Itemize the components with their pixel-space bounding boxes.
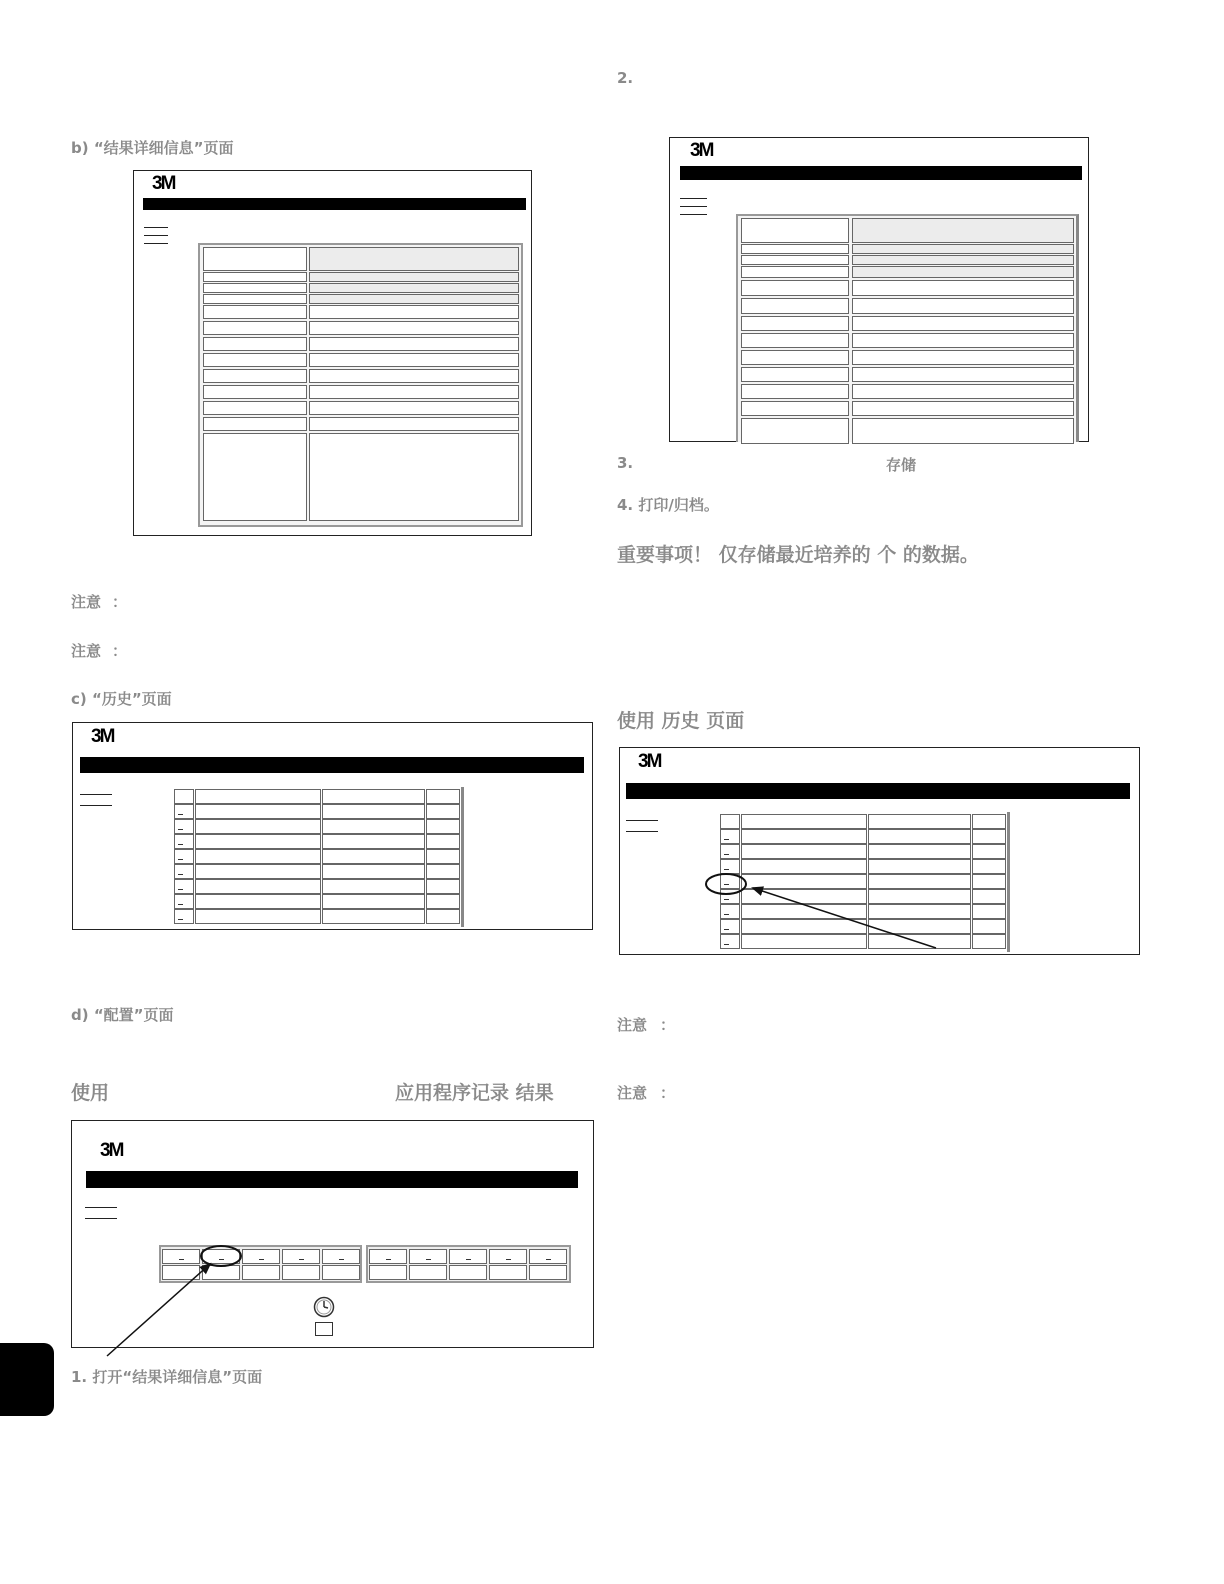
scroll-edge bbox=[461, 787, 464, 927]
table-cell bbox=[852, 218, 1074, 243]
table-cell bbox=[195, 879, 321, 894]
use-heading-left: 使用 bbox=[71, 1082, 110, 1104]
table-cell bbox=[741, 333, 849, 348]
row-marker bbox=[178, 919, 183, 920]
step-1: 1. 打开“结果详细信息”页面 bbox=[71, 1368, 263, 1386]
incubator-slots-table-2 bbox=[366, 1245, 571, 1283]
menu-line bbox=[626, 820, 658, 821]
slot-marker bbox=[426, 1259, 431, 1260]
history-screenshot bbox=[72, 722, 593, 930]
table-cell bbox=[972, 874, 1006, 889]
table-cell bbox=[203, 294, 307, 304]
slot-marker bbox=[259, 1259, 264, 1260]
table-cell bbox=[309, 294, 519, 304]
table-cell bbox=[449, 1249, 487, 1264]
table-cell bbox=[868, 844, 971, 859]
header-bar bbox=[86, 1171, 578, 1188]
table-cell bbox=[489, 1265, 527, 1280]
note-2-label: 注意 bbox=[71, 642, 102, 660]
table-cell bbox=[322, 834, 425, 849]
table-cell bbox=[174, 804, 194, 819]
table-cell bbox=[195, 819, 321, 834]
slot-marker bbox=[546, 1259, 551, 1260]
table-cell bbox=[852, 367, 1074, 382]
table-cell bbox=[529, 1249, 567, 1264]
table-cell bbox=[309, 247, 519, 271]
header-bar bbox=[143, 198, 526, 210]
table-cell bbox=[426, 879, 460, 894]
row-marker bbox=[724, 914, 729, 915]
table-cell bbox=[309, 401, 519, 415]
note-3-label: 注意 bbox=[617, 1016, 648, 1034]
important-note: 重要事项！ 仅存储最近培养的 个 的数据。 bbox=[617, 544, 979, 566]
header-bar bbox=[80, 757, 584, 773]
use-history-heading: 使用 历史 页面 bbox=[617, 710, 745, 732]
slot-marker bbox=[299, 1259, 304, 1260]
table-cell bbox=[852, 418, 1074, 444]
menu-line bbox=[85, 1207, 117, 1208]
table-cell bbox=[309, 385, 519, 399]
table-cell bbox=[409, 1249, 447, 1264]
table-cell bbox=[741, 859, 867, 874]
table-cell bbox=[174, 834, 194, 849]
table-cell bbox=[426, 894, 460, 909]
table-cell bbox=[195, 804, 321, 819]
row-marker bbox=[724, 869, 729, 870]
table-cell bbox=[741, 829, 867, 844]
note-4-colon: ： bbox=[660, 1084, 676, 1102]
slot-marker bbox=[466, 1259, 471, 1260]
table-cell bbox=[426, 864, 460, 879]
table-cell bbox=[322, 789, 425, 804]
slot-marker bbox=[179, 1259, 184, 1260]
table-cell bbox=[369, 1249, 407, 1264]
chapter-tab bbox=[0, 1343, 54, 1416]
table-cell bbox=[741, 280, 849, 296]
table-cell bbox=[426, 909, 460, 924]
table-cell bbox=[309, 337, 519, 351]
table-cell bbox=[852, 244, 1074, 254]
step-2: 2. bbox=[617, 69, 634, 87]
table-cell bbox=[203, 369, 307, 383]
row-marker bbox=[178, 874, 183, 875]
menu-line bbox=[144, 243, 168, 244]
table-cell bbox=[174, 909, 194, 924]
result-details-screenshot bbox=[133, 170, 532, 536]
table-cell bbox=[489, 1249, 527, 1264]
table-cell bbox=[741, 384, 849, 399]
table-cell bbox=[409, 1265, 447, 1280]
note-3-colon: ： bbox=[660, 1016, 676, 1034]
table-cell bbox=[203, 321, 307, 335]
table-cell bbox=[309, 433, 519, 521]
brand-logo: 3M bbox=[152, 173, 175, 194]
table-cell bbox=[852, 401, 1074, 416]
home-screenshot bbox=[71, 1120, 594, 1348]
slot-marker bbox=[219, 1259, 224, 1260]
clock-icon bbox=[312, 1295, 336, 1319]
menu-line bbox=[144, 235, 168, 236]
table-cell bbox=[174, 849, 194, 864]
table-cell bbox=[322, 1249, 360, 1264]
table-cell bbox=[868, 829, 971, 844]
table-cell bbox=[741, 298, 849, 314]
menu-line bbox=[144, 227, 168, 228]
table-cell bbox=[852, 266, 1074, 278]
row-marker bbox=[724, 944, 729, 945]
table-cell bbox=[868, 874, 971, 889]
row-marker bbox=[178, 829, 183, 830]
table-cell bbox=[972, 919, 1006, 934]
menu-line bbox=[85, 1218, 117, 1219]
table-cell bbox=[741, 350, 849, 365]
menu-line bbox=[80, 805, 112, 806]
table-cell bbox=[242, 1249, 280, 1264]
table-cell bbox=[195, 849, 321, 864]
table-cell bbox=[322, 849, 425, 864]
table-cell bbox=[203, 272, 307, 282]
slot-marker bbox=[339, 1259, 344, 1260]
table-cell bbox=[203, 337, 307, 351]
table-cell bbox=[309, 369, 519, 383]
table-cell bbox=[203, 385, 307, 399]
table-cell bbox=[741, 255, 849, 265]
row-marker bbox=[724, 899, 729, 900]
table-cell bbox=[174, 864, 194, 879]
table-cell bbox=[242, 1265, 280, 1280]
table-cell bbox=[868, 814, 971, 829]
table-cell bbox=[282, 1265, 320, 1280]
table-cell bbox=[741, 401, 849, 416]
table-cell bbox=[162, 1249, 200, 1264]
step-4: 4. 打印/归档。 bbox=[617, 496, 719, 514]
table-cell bbox=[426, 819, 460, 834]
table-cell bbox=[852, 255, 1074, 265]
table-cell bbox=[162, 1265, 200, 1280]
table-cell bbox=[741, 934, 867, 949]
table-cell bbox=[741, 218, 849, 243]
table-cell bbox=[202, 1265, 240, 1280]
table-cell bbox=[868, 919, 971, 934]
table-cell bbox=[174, 789, 194, 804]
table-cell bbox=[195, 894, 321, 909]
table-cell bbox=[322, 909, 425, 924]
menu-line bbox=[680, 206, 707, 207]
table-cell bbox=[741, 316, 849, 331]
slot-marker bbox=[506, 1259, 511, 1260]
table-cell bbox=[868, 889, 971, 904]
note-4-label: 注意 bbox=[617, 1084, 648, 1102]
row-marker bbox=[178, 814, 183, 815]
table-cell bbox=[720, 874, 740, 889]
row-marker bbox=[178, 844, 183, 845]
table-cell bbox=[174, 894, 194, 909]
table-cell bbox=[720, 934, 740, 949]
history-screenshot-2 bbox=[619, 747, 1140, 955]
row-marker bbox=[724, 839, 729, 840]
step-3-store: 存储 bbox=[886, 456, 917, 474]
heading-config: d) “配置”页面 bbox=[71, 1006, 174, 1024]
table-cell bbox=[202, 1249, 240, 1264]
table-cell bbox=[741, 244, 849, 254]
table-cell bbox=[322, 894, 425, 909]
table-cell bbox=[741, 889, 867, 904]
brand-logo: 3M bbox=[690, 140, 713, 161]
table-cell bbox=[852, 350, 1074, 365]
table-cell bbox=[203, 305, 307, 319]
table-cell bbox=[741, 418, 849, 444]
row-marker bbox=[724, 929, 729, 930]
table-cell bbox=[741, 844, 867, 859]
result-details-table-2 bbox=[736, 214, 1079, 442]
table-cell bbox=[195, 864, 321, 879]
table-cell bbox=[203, 417, 307, 431]
table-cell bbox=[972, 829, 1006, 844]
menu-line bbox=[626, 831, 658, 832]
row-marker bbox=[178, 889, 183, 890]
table-cell bbox=[426, 789, 460, 804]
table-cell bbox=[868, 904, 971, 919]
table-cell bbox=[972, 814, 1006, 829]
table-cell bbox=[972, 889, 1006, 904]
table-cell bbox=[741, 919, 867, 934]
note-1-colon: ： bbox=[112, 593, 128, 611]
table-cell bbox=[309, 417, 519, 431]
table-cell bbox=[282, 1249, 320, 1264]
scroll-edge bbox=[1007, 812, 1010, 952]
table-cell bbox=[309, 283, 519, 293]
table-cell bbox=[972, 859, 1006, 874]
row-marker bbox=[724, 884, 729, 885]
table-cell bbox=[972, 934, 1006, 949]
table-cell bbox=[322, 804, 425, 819]
heading-history: c) “历史”页面 bbox=[71, 690, 172, 708]
heading-result-details: b) “结果详细信息”页面 bbox=[71, 139, 234, 157]
step-3-number: 3. bbox=[617, 454, 634, 472]
header-bar bbox=[680, 166, 1082, 180]
table-cell bbox=[720, 889, 740, 904]
table-cell bbox=[868, 934, 971, 949]
table-cell bbox=[203, 353, 307, 367]
brand-logo: 3M bbox=[638, 751, 661, 772]
table-cell bbox=[720, 919, 740, 934]
table-cell bbox=[720, 814, 740, 829]
table-cell bbox=[322, 819, 425, 834]
menu-line bbox=[80, 794, 112, 795]
table-cell bbox=[309, 353, 519, 367]
table-cell bbox=[426, 804, 460, 819]
table-cell bbox=[203, 283, 307, 293]
row-marker bbox=[178, 859, 183, 860]
history-table-2 bbox=[720, 814, 1012, 954]
table-cell bbox=[741, 367, 849, 382]
menu-line bbox=[680, 198, 707, 199]
history-table bbox=[174, 789, 465, 929]
table-cell bbox=[203, 401, 307, 415]
table-cell bbox=[852, 298, 1074, 314]
table-cell bbox=[852, 280, 1074, 296]
table-cell bbox=[426, 834, 460, 849]
table-cell bbox=[309, 305, 519, 319]
table-cell bbox=[322, 864, 425, 879]
table-cell bbox=[741, 874, 867, 889]
header-bar bbox=[626, 783, 1130, 799]
table-cell bbox=[529, 1265, 567, 1280]
table-cell bbox=[426, 849, 460, 864]
table-cell bbox=[972, 904, 1006, 919]
table-cell bbox=[309, 321, 519, 335]
row-marker bbox=[178, 904, 183, 905]
brand-logo: 3M bbox=[91, 726, 114, 747]
checkbox-icon bbox=[315, 1322, 333, 1336]
table-cell bbox=[720, 904, 740, 919]
note-1-label: 注意 bbox=[71, 593, 102, 611]
table-cell bbox=[741, 266, 849, 278]
table-cell bbox=[174, 819, 194, 834]
table-cell bbox=[741, 814, 867, 829]
result-details-screenshot-2 bbox=[669, 137, 1089, 442]
table-cell bbox=[174, 879, 194, 894]
brand-logo: 3M bbox=[100, 1140, 123, 1161]
table-cell bbox=[741, 904, 867, 919]
menu-line bbox=[680, 214, 707, 215]
table-cell bbox=[852, 384, 1074, 399]
table-cell bbox=[868, 859, 971, 874]
table-cell bbox=[322, 1265, 360, 1280]
table-cell bbox=[720, 844, 740, 859]
incubator-slots-table-1 bbox=[159, 1245, 362, 1283]
result-details-table bbox=[198, 243, 523, 527]
table-cell bbox=[195, 834, 321, 849]
table-cell bbox=[203, 433, 307, 521]
table-cell bbox=[852, 333, 1074, 348]
table-cell bbox=[322, 879, 425, 894]
slot-marker bbox=[386, 1259, 391, 1260]
note-2-colon: ： bbox=[112, 642, 128, 660]
table-cell bbox=[852, 316, 1074, 331]
table-cell bbox=[972, 844, 1006, 859]
table-cell bbox=[195, 789, 321, 804]
table-cell bbox=[309, 272, 519, 282]
table-cell bbox=[203, 247, 307, 271]
table-cell bbox=[369, 1265, 407, 1280]
table-cell bbox=[720, 859, 740, 874]
use-heading-right: 应用程序记录 结果 bbox=[395, 1082, 554, 1104]
table-cell bbox=[720, 829, 740, 844]
table-cell bbox=[195, 909, 321, 924]
table-cell bbox=[449, 1265, 487, 1280]
row-marker bbox=[724, 854, 729, 855]
